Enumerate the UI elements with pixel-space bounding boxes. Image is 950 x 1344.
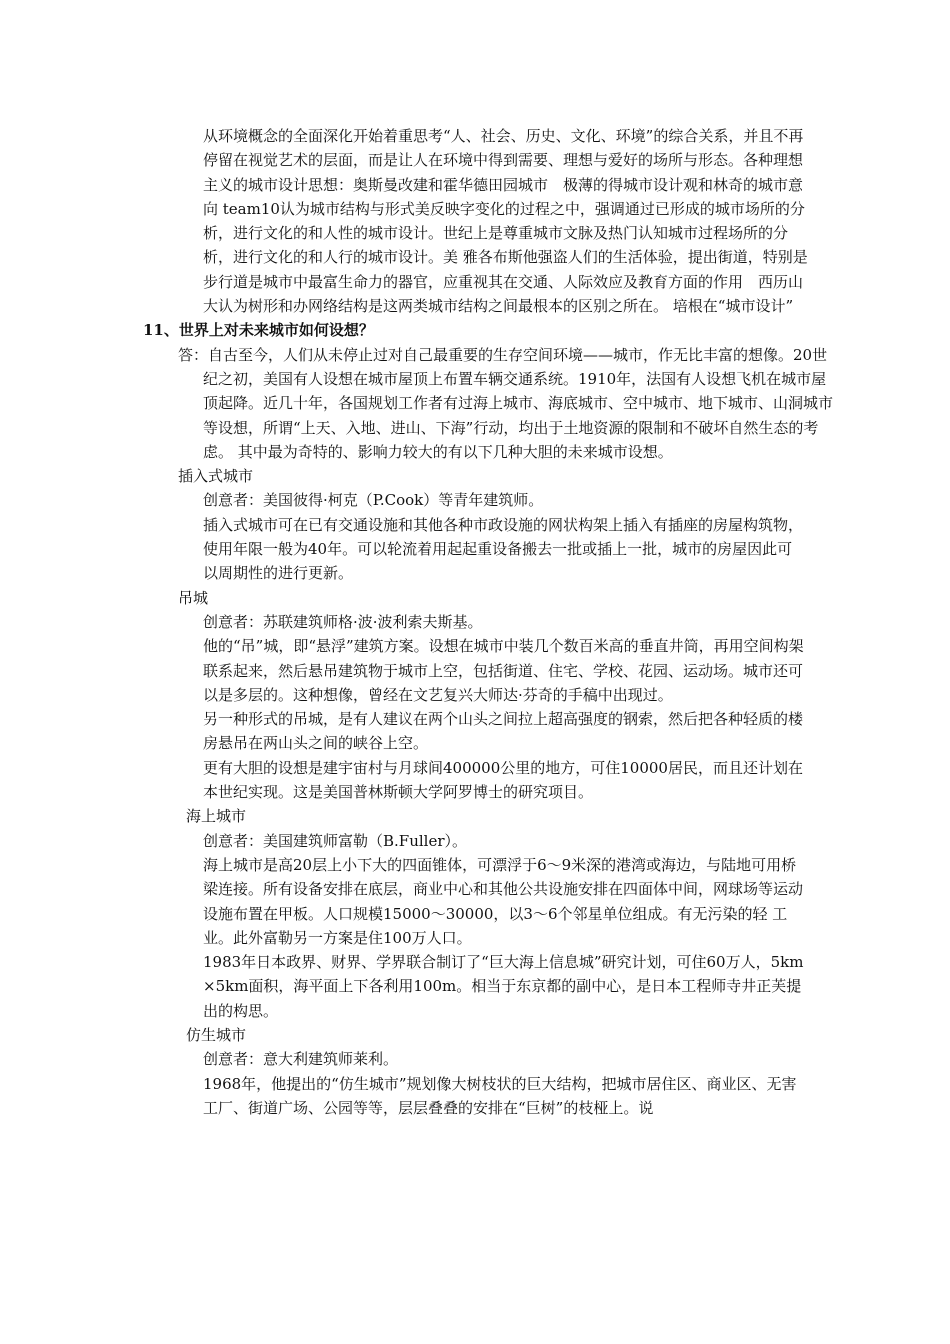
section-title-suspended-city: 吊城 (178, 588, 209, 607)
section-paragraph: 创意者：苏联建筑师格·波·波利索夫斯基。 (203, 612, 483, 631)
document-body (0, 124, 950, 1120)
section-paragraph: 1968年，他提出的“仿生城市”规划像大树枝状的巨大结构，把城市居住区、商业区、无害工厂、街道广场、公园等等，层层叠叠的安排在“巨树”的枝桠上。说 (203, 1074, 797, 1117)
section-paragraph: 1983年日本政界、财界、学界联合制订了“巨大海上信息城”研究计划，可住60万人，5km×5km面积，海平面上下各利用100m。相当于东京都的副中心，是日本工程师寺井正芙提出的构思。 (203, 953, 804, 1020)
question-heading: 11、世界上对未来城市如何设想？ (143, 321, 374, 340)
section-paragraph: 海上城市是高20层上小下大的四面锥体，可漂浮于6～9米深的港湾或海边，与陆地可用桥梁连接。所有设备安排在底层，商业中心和其他公共设施安排在四面体中间，网球场等运动设施布置在甲板。人口规模15000～30000，以3～6个邻星单位组成。有无污染的轻 工业。此外富勒另一方案是住100万人口。 (203, 855, 804, 947)
section-paragraph: 创意者：意大利建筑师莱利。 (203, 1050, 399, 1069)
section-paragraph: 另一种形式的吊城，是有人建议在两个山头之间拉上超高强度的钢索，然后把各种轻质的楼房悬吊在两山头之间的峡谷上空。 (203, 710, 804, 753)
section-paragraph: 创意者：美国建筑师富勒（B.Fuller）。 (203, 831, 468, 850)
section-title-sea-city: 海上城市 (186, 807, 247, 826)
section-paragraph: 更有大胆的设想是建宇宙村与月球间400000公里的地方，可住10000居民，而且还计划在本世纪实现。这是美国普林斯顿大学阿罗博士的研究项目。 (203, 758, 803, 802)
section-title-plugin-city: 插入式城市 (178, 467, 254, 486)
section-paragraph: 创意者：美国彼得·柯克（P.Cook）等青年建筑师。 (203, 491, 544, 510)
section-title-bionic-city: 仿生城市 (186, 1025, 247, 1044)
intro-paragraph: 从环境概念的全面深化开始着重思考“人、社会、历史、文化、环境”的综合关系，并且不再停留在视觉艺术的层面，而是让人在环境中得到需要、理想与爱好的场所与形态。各种理想主义的城市设计思想：奥斯曼改建和霍华德田园城市 极薄的得城市设计观和林奇的城市意向 team10认为城市结构与形式美反映字变化的过程之中，强调通过已形成的城市场所的分析，进行文化的和人性的城市设计。世纪上是尊重城市文脉及热门认知城市过程场所的分析，进行文化的和人行的城市设计。美 雅各布斯他强盗人们的生活体验，提出街道，特别是步行道是城市中最富生命力的器官，应重视其在交通、人际效应及教育方面的作用 西历山大认为树形和办网络结构是这两类城市结构之间最根本的区别之所在。 培根在“城市设计” (203, 127, 808, 316)
answer-paragraph: 答：自古至今，人们从未停止过对自己最重要的生存空间环境——城市，作无比丰富的想像。20世纪之初，美国有人设想在城市屋顶上布置车辆交通系统。1910年，法国有人设想飞机在城市屋顶起降。近几十年，各国规划工作者有过海上城市、海底城市、空中城市、地下城市、山洞城市等设想，所谓“上天、入地、进山、下海”行动，均出于土地资源的限制和不破坏自然生态的考虑。 其中最为奇特的、影响力较大的有以下几种大胆的未来城市设想。 (178, 345, 834, 461)
section-paragraph: 他的“吊”城，即“悬浮”建筑方案。设想在城市中装几个数百米高的垂直井筒，再用空间构架联系起来，然后悬吊建筑物于城市上空，包括街道、住宅、学校、花园、运动场。城市还可以是多层的。这种想像，曾经在文艺复兴大师达·芬奇的手稿中出现过。 (203, 637, 804, 704)
section-paragraph: 插入式城市可在已有交通设施和其他各种市政设施的网状构架上插入有插座的房屋构筑物，使用年限一般为40年。可以轮流着用起起重设备搬去一批或插上一批，城市的房屋因此可以周期性的进行更新。 (203, 515, 804, 583)
